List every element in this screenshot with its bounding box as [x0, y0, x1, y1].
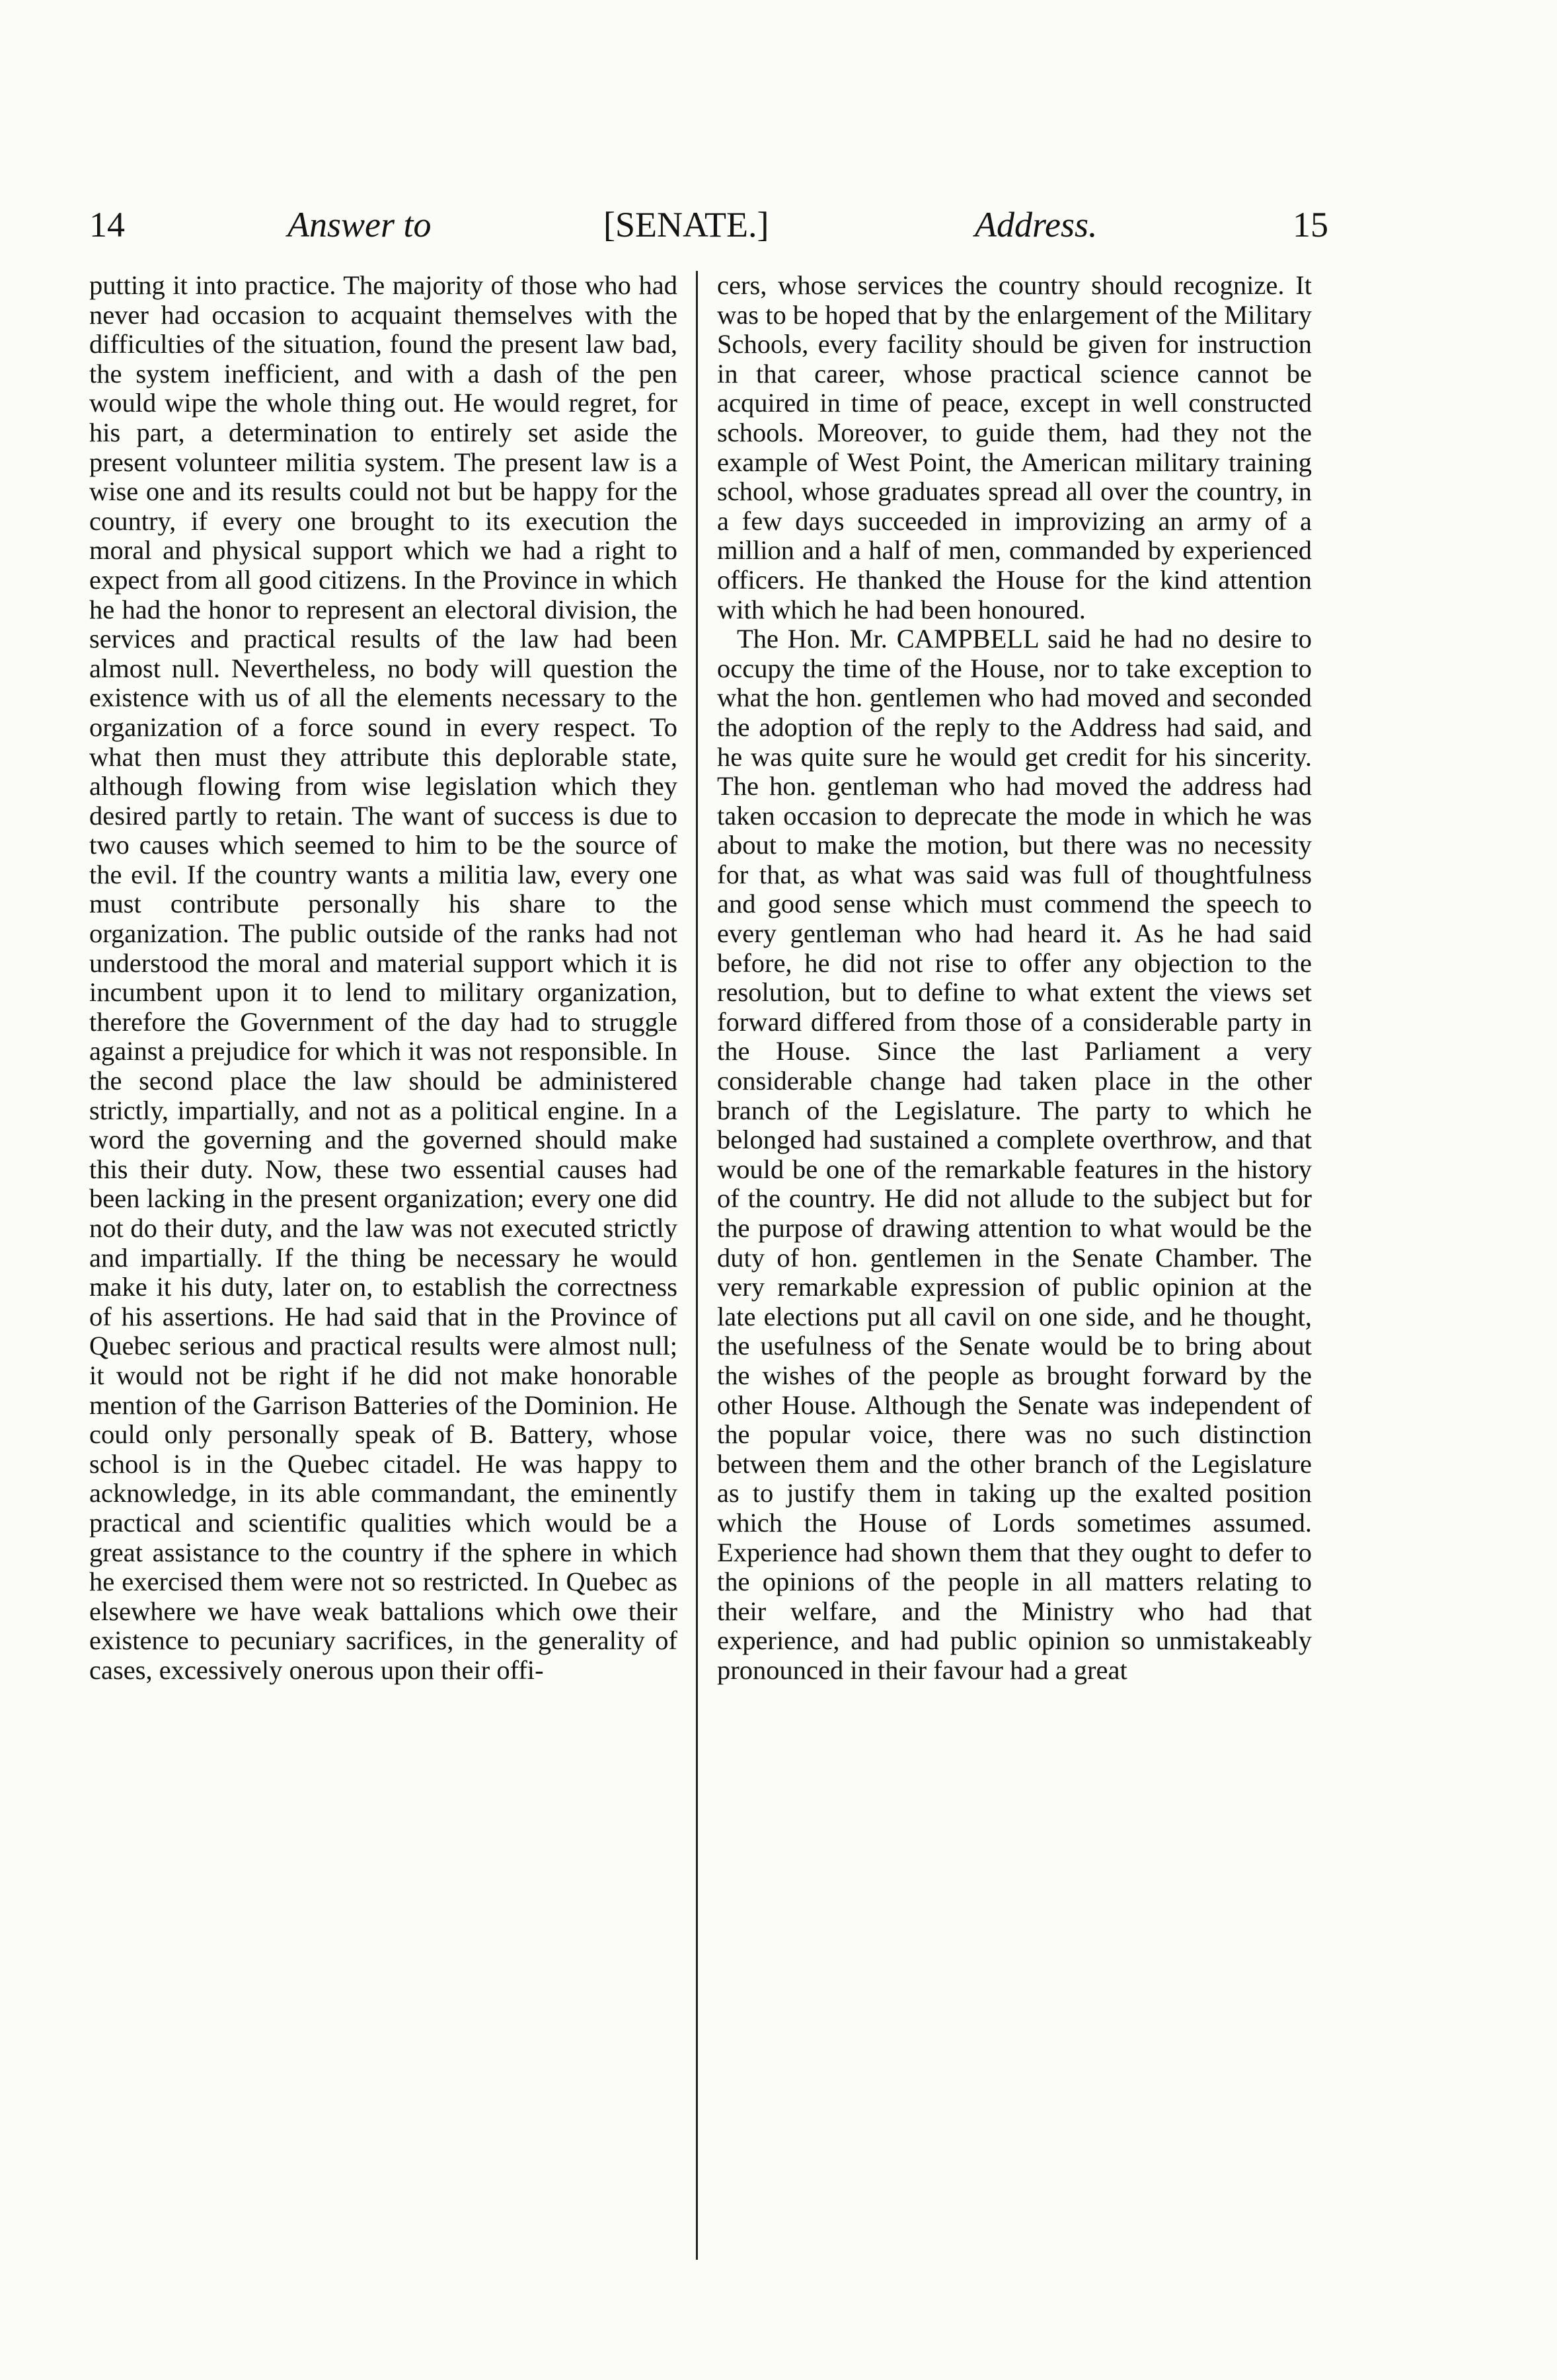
column-divider: [696, 271, 698, 2260]
page-number-right: 15: [1293, 205, 1328, 244]
running-title-left: Answer to: [287, 205, 432, 244]
page-number-left: 14: [89, 205, 125, 244]
left-paragraph-1: putting it into practice. The majority of those who had never had occasion to acquaint themselves with the difficulties of the situation, found the present law bad, the system inefficient, and with a dash of the pen would wipe the whole thing out. He would regret, for his part, a determination to entirely set aside the present volunteer militia system. The present law is a wise one and its results could not but be happy for the country, if every one brought to its execution the moral and physical support which we had a right to expect from all good citizens. In the Province in which he had the honor to represent an electoral division, the services and practical results of the law had been almost null. Nevertheless, no body will question the existence with us of all the elements necessary to the organization of a force sound in every respect. To what then must they attribute this deplorable state, although flowing from wise legislation which they desired partly to retain. The want of success is due to two causes which seemed to him to be the source of the evil. If the country wants a militia law, every one must contribute personally his share to the organization. The public outside of the ranks had not understood the moral and material support which it is incumbent upon it to lend to military organization, therefore the Government of the day had to struggle against a prejudice for which it was not responsible. In the second place the law should be administered strictly, impartially, and not as a political engine. In a word the governing and the governed should make this their duty. Now, these two essential causes had been lacking in the present organization; every one did not do their duty, and the law was not executed strictly and impartially. If the thing be necessary he would make it his duty, later on, to establish the correctness of his assertions. He had said that in the Province of Quebec serious and practical results were almost null; it would not be right if he did not make honorable mention of the Garrison Batteries of the Dominion. He could only personally speak of B. Battery, whose school is in the Quebec citadel. He was happy to acknowledge, in its able commandant, the eminently practical and scientific qualities which would be a great assistance to the country if the sphere in which he exercised them were not so restricted. In Quebec as elsewhere we have weak battalions which owe their existence to pecuniary sacrifices, in the generality of cases, excessively onerous upon their offi-: [89, 271, 677, 1685]
right-paragraph-1: cers, whose services the country should recognize. It was to be hoped that by the enlargement of the Military Schools, every facility should be given for instruction in that career, whose practical science cannot be acquired in time of peace, except in well constructed schools. Moreover, to guide them, had they not the example of West Point, the American military training school, whose graduates spread all over the country, in a few days succeeded in improvizing an army of a million and a half of men, commanded by experienced officers. He thanked the House for the kind attention with which he had been honoured.: [717, 271, 1312, 624]
running-title-right: Address.: [975, 205, 1098, 244]
running-header: [89, 198, 1328, 251]
right-column: [717, 271, 1312, 2266]
right-paragraph-2: The Hon. Mr. CAMPBELL said he had no desire to occupy the time of the House, nor to take exception to what the hon. gentlemen who had moved and seconded the adoption of the reply to the Address had said, and he was quite sure he would get credit for his sincerity. The hon. gentleman who had moved the address had taken occasion to deprecate the mode in which he was about to make the motion, but there was no necessity for that, as what was said was full of thoughtfulness and good sense which must commend the speech to every gentleman who had heard it. As he had said before, he did not rise to offer any objection to the resolution, but to define to what extent the views set forward differed from those of a considerable party in the House. Since the last Parliament a very considerable change had taken place in the other branch of the Legislature. The party to which he belonged had sustained a complete overthrow, and that would be one of the remarkable features in the history of the country. He did not allude to the subject but for the purpose of drawing attention to what would be the duty of hon. gentlemen in the Senate Chamber. The very remarkable expression of public opinion at the late elections put all cavil on one side, and he thought, the usefulness of the Senate would be to bring about the wishes of the people as brought forward by the other House. Although the Senate was independent of the popular voice, there was no such distinction between them and the other branch of the Legislature as to justify them in taking up the exalted position which the House of Lords sometimes assumed. Experience had shown them that they ought to defer to the opinions of the people in all matters relating to their welfare, and the Ministry who had that experience, and had public opinion so unmistakeably pronounced in their favour had a great: [717, 624, 1312, 1685]
running-title-center: [SENATE.]: [603, 205, 769, 244]
left-column: [89, 271, 677, 2266]
